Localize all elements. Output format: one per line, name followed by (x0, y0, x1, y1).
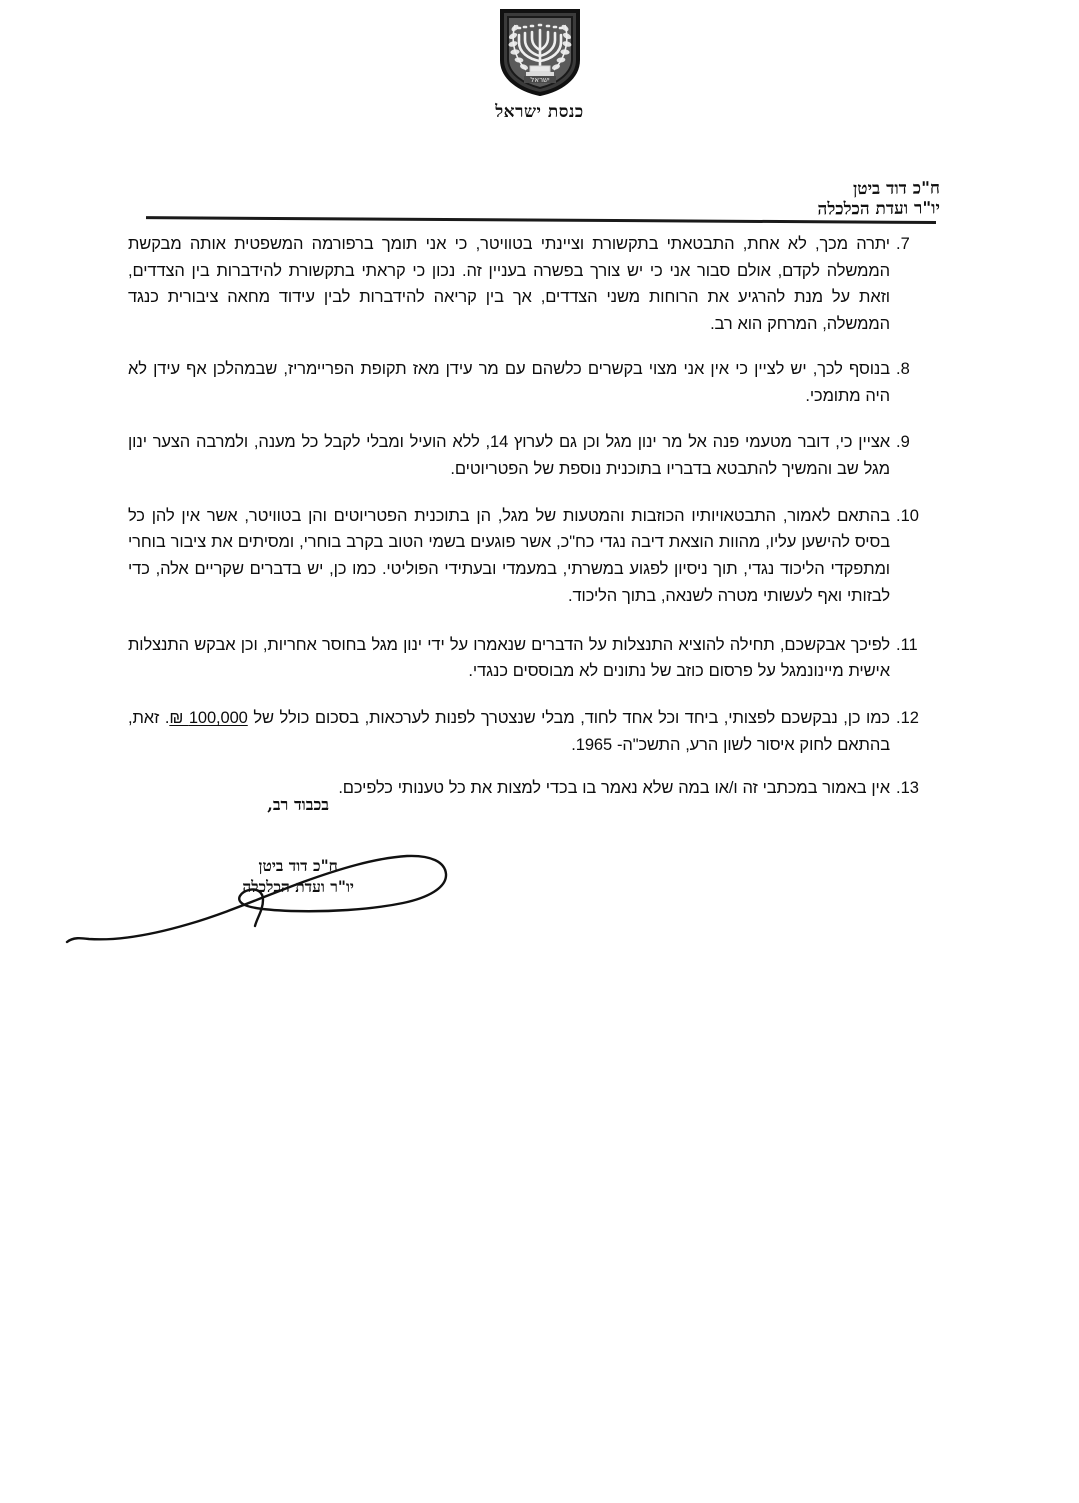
letterhead-caption: כנסת ישראל (495, 102, 584, 122)
paragraph-item (128, 503, 940, 610)
paragraph-item (128, 356, 940, 409)
compensation-amount: 100,000 ₪ (169, 709, 248, 728)
paragraph-number: .9 (896, 433, 910, 452)
paragraph-item (128, 632, 940, 685)
signature-name: ח"כ דוד ביטן (258, 856, 338, 875)
closing-salutation: בכבוד רב, (267, 795, 329, 814)
paragraph-text: בנוסף לכך, יש לציין כי אין אני מצוי בקשרים כלשהם עם מר עידן מאז תקופת הפריימריז, שבמהלכן אף עידן לא היה מתומכי. (128, 359, 890, 405)
signature-block (59, 838, 459, 958)
svg-text:ישראל: ישראל (529, 76, 550, 84)
paragraph-text: אין באמור במכתבי זה ו/או במה שלא נאמר בו בכדי למצות את כל טענותי כלפיכם. (338, 778, 890, 797)
sender-name: ח"כ דוד ביטן (852, 178, 940, 200)
compensation-text-after: . זאת, בהתאם לחוק איסור לשון הרע, התשכ"ה- 1965. (128, 709, 890, 754)
letterhead (0, 8, 1079, 122)
paragraph-text-compensation (128, 705, 890, 758)
paragraph-text: יתרה מכך, לא אחת, התבטאתי בתקשורת וציינתי בטוויטר, כי אני תומך ברפורמה המשפטית אותה מבקשת הממשלה לקדם, אולם סבור אני כי יש צורך בפשרה בעניין זה. נכון כי קראתי בתקשורת להידברות בין הצדדים, וזאת על מנת להרגיע את הרוחות משני הצדדים, אך בין קריאה להידברות לבין עידוד מחאה ציבורית כנגד הממשלה, המרחק הוא רב. (128, 235, 890, 334)
paragraph-number: .8 (896, 359, 910, 378)
sender-header (580, 180, 940, 220)
paragraph-text: אציין כי, דובר מטעמי פנה אל מר ינון מגל וכן גם לערוץ 14, ללא הועיל ומבלי לקבל כל מענה, ולמרבה הצער ינון מגל שב והמשיך להתבטא בדבריו בתוכנית נוספת של הפטריוטים. (128, 433, 890, 479)
knesset-menorah-emblem-icon (498, 8, 582, 96)
paragraph-number: .12 (896, 709, 919, 728)
signature-name-block (242, 856, 354, 898)
signature-title: יו"ר ועדת הכלכלה (242, 876, 354, 896)
paragraph-number: .7 (896, 235, 910, 253)
paragraph-item (128, 705, 940, 758)
compensation-text-before: כמו כן, נבקשכם לפצותי, ביחד וכל אחד לחוד, מבלי שנצטרך לפנות לערכאות, בסכום כולל של (247, 709, 890, 728)
paragraph-text: לפיכך אבקשכם, תחילה להוציא התנצלות על הדברים שנאמרו על ידי ינון מגל בחוסר אחריות, וכן אבקש התנצלות אישית מיינונמגל על פרסום כוזב של נתונים לא מבוססים כנגדי. (128, 635, 890, 681)
paragraph-text: בהתאם לאמור, התבטאויותיו הכוזבות והמטעות של מגל, הן בתוכנית הפטריוטים והן בטוויטר, אשר אין להן כל בסיס להישען עליו, מהוות הוצאת דיבה נגדי כח"כ, אשר פוגעים בשמי הטוב בקרב בוחרי, ומסיתים את ציבור בוחרי ומתפקדי הליכוד נגדי, תוך ניסיון לפגוע במשרתי, במעמדי ובעתידי הפוליטי. כמו כן, יש בדברים שקריים אלה, כדי לבזותי ואף לעשותי מטרה לשנאה, בתוך הליכוד. (128, 506, 890, 605)
sender-title: יו"ר ועדת הכלכלה (817, 198, 940, 220)
paragraph-item (128, 775, 940, 802)
paragraph-number: .11 (896, 635, 918, 654)
paragraph-number: .10 (896, 506, 919, 525)
paragraph-item (128, 429, 940, 482)
numbered-paragraph-list (128, 231, 940, 801)
paragraph-item (128, 231, 940, 338)
paragraph-number: .13 (896, 778, 919, 797)
